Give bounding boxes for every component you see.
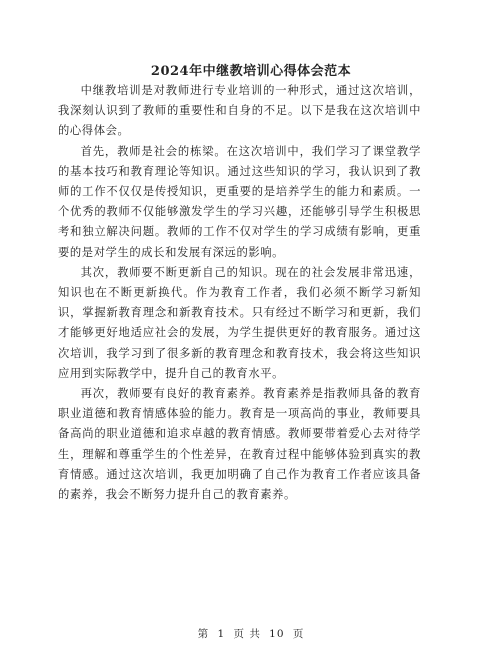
document-body	[58, 81, 421, 505]
page-prefix: 第	[197, 628, 210, 640]
page-footer	[0, 626, 502, 641]
paragraph-intro: 中继教培训是对教师进行专业培训的一种形式，通过这次培训，我深刻认识到了教师的重要性和自身的不足。以下是我在这次培训中的心得体会。	[58, 84, 421, 138]
paragraph-first-point: 首先，教师是社会的栋梁。在这次培训中，我们学习了课堂教学的基本技巧和教育理论等知识。通过这些知识的学习，我认识到了教师的工作不仅仅是传授知识，更重要的是培养学生的能力和素质。一个优秀的教师不仅能够激发学生的学习兴趣，还能够引导学生积极思考和独立解决问题。教师的工作不仅对学生的学习成绩有影响，更重要的是对学生的成长和发展有深远的影响。	[58, 144, 421, 259]
page-total: 10	[269, 628, 285, 640]
page-suffix: 页	[292, 628, 305, 640]
page-middle: 页 共	[233, 628, 261, 640]
page-current: 1	[217, 628, 226, 640]
paragraph-second-point: 其次，教师要不断更新自己的知识。现在的社会发展非常迅速，知识也在不断更新换代。作为教育工作者，我们必须不断学习新知识，掌握新教育理念和新教育技术。只有经过不断学习和更新，我们才能够更好地适应社会的发展，为学生提供更好的教育服务。通过这次培训，我学习到了很多新的教育理念和教育技术，我会将这些知识应用到实际教学中，提升自己的教育水平。	[58, 265, 421, 380]
document-title: 2024年中继教培训心得体会范本	[150, 64, 352, 79]
paragraph-third-point: 再次，教师要有良好的教育素养。教育素养是指教师具备的教育职业道德和教育情感体验的能力。教育是一项高尚的事业，教师要具备高尚的职业道德和追求卓越的教育情感。教师要带着爱心去对待学生，理解和尊重学生的个性差异，在教育过程中能够体验到真实的教育情感。通过这次培训，我更加明确了自己作为教育工作者应该具备的素养，我会不断努力提升自己的教育素养。	[58, 387, 421, 502]
